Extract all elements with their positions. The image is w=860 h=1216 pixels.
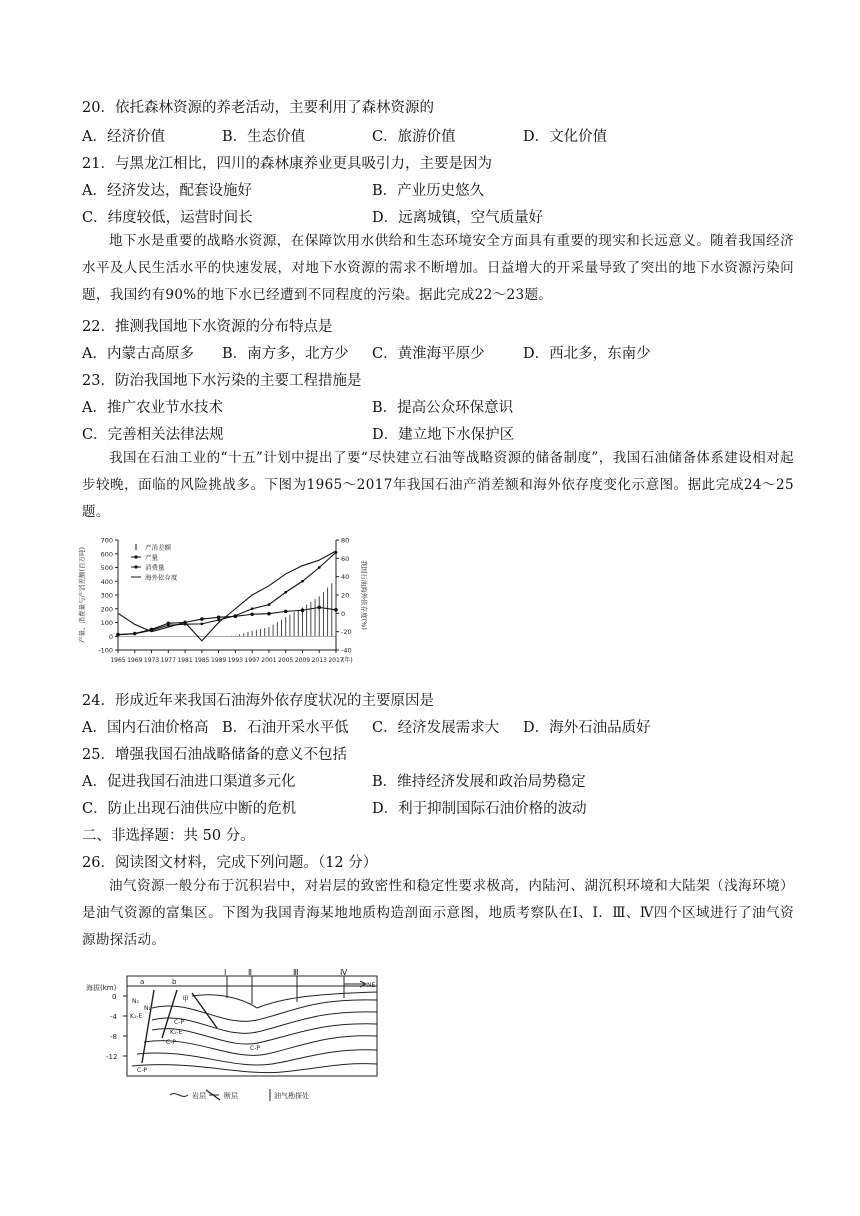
legend-fault: 断层 bbox=[224, 1092, 238, 1100]
y-axis-title-left: 产量、消费量与产消差额(百万吨) bbox=[78, 546, 86, 644]
y-tick-label-left: 200 bbox=[100, 605, 113, 614]
y-tick-label-right: 80 bbox=[341, 536, 350, 545]
x-tick-label: 1989 bbox=[210, 657, 227, 664]
x-tick-label: 2001 bbox=[261, 657, 277, 664]
q25-stem: 25．增强我国石油战略储备的意义不包括 bbox=[82, 747, 347, 763]
x-tick-label: 1981 bbox=[177, 657, 193, 664]
site-label: Ⅰ bbox=[224, 968, 227, 977]
geo-ytick: 0 bbox=[112, 993, 117, 1001]
stratum-label: C-P bbox=[174, 1019, 184, 1026]
direction-label: NE bbox=[367, 982, 376, 989]
series-point bbox=[284, 610, 288, 614]
x-tick-label: 1977 bbox=[160, 657, 176, 664]
legend-swatch-marker bbox=[134, 565, 137, 568]
q23-option-a[interactable]: A．推广农业节水技术 bbox=[82, 400, 223, 416]
series-point bbox=[250, 612, 254, 616]
stratum-label: C-P bbox=[250, 1045, 260, 1052]
y-tick-label-left: 0 bbox=[108, 632, 113, 641]
q26-stem: 26．阅读图文材料，完成下列问题。（12 分） bbox=[82, 855, 378, 871]
q20-option-b[interactable]: B．生态价值 bbox=[222, 129, 306, 145]
q23-stem: 23．防治我国地下水污染的主要工程措施是 bbox=[82, 373, 362, 389]
x-tick-label: 1997 bbox=[244, 657, 260, 664]
x-tick-label: 2009 bbox=[294, 657, 311, 664]
y-tick-label-right: 0 bbox=[341, 609, 346, 618]
stratum-label: K₁-E bbox=[170, 1029, 183, 1036]
geo-ylabel: 海拔(km) bbox=[86, 984, 117, 992]
series-point bbox=[217, 615, 221, 619]
series-point bbox=[268, 603, 271, 606]
q25-option-d[interactable]: D．利于抑制国际石油价格的波动 bbox=[372, 801, 587, 817]
q24-option-b[interactable]: B．石油开采水平低 bbox=[222, 720, 349, 736]
y-tick-label-right: 40 bbox=[341, 573, 350, 582]
q21-option-c[interactable]: C．纬度较低，运营时间长 bbox=[82, 210, 253, 226]
groundwater-passage: 地下水是重要的战略水资源，在保障饮用水供给和生态环境安全方面具有重要的现实和长远意义。随着我国经济水平及人民生活水平的快速发展，对地下水资源的需求不断增加。日益增大的开采量导致了突出的地下水资源污染问题，我国约有90%的地下水已经遭到不同程度的污染。据此完成22～23题。 bbox=[82, 233, 794, 303]
geology-passage: 油气资源一般分布于沉积岩中，对岩层的致密性和稳定性要求极高，内陆河、湖沉积环境和大陆架（浅海环境）是油气资源的富集区。下图为我国青海某地地质构造剖面示意图，地质考察队在Ⅰ、Ⅰ．Ⅲ、Ⅳ四个区域进行了油气资源勘探活动。 bbox=[82, 878, 794, 948]
q20-option-c[interactable]: C．旅游价值 bbox=[372, 129, 456, 145]
geo-ytick: -8 bbox=[110, 1033, 117, 1041]
series-point bbox=[267, 612, 271, 616]
x-tick-label: 1965 bbox=[110, 657, 126, 664]
series-point bbox=[301, 580, 304, 583]
series-point bbox=[284, 591, 287, 594]
y-tick-label-left: 700 bbox=[100, 536, 113, 545]
legend-survey-site: 油气勘探处 bbox=[274, 1092, 309, 1100]
stratum-label: N₂ bbox=[132, 998, 139, 1005]
series-point bbox=[301, 608, 305, 612]
y-tick-label-left: 500 bbox=[100, 564, 113, 572]
x-tick-label: 1985 bbox=[194, 657, 210, 664]
site-label: Ⅳ bbox=[340, 968, 348, 977]
x-tick-label: 1969 bbox=[127, 657, 143, 664]
legend-label: 海外依存度 bbox=[145, 573, 178, 582]
q24-stem: 24．形成近年来我国石油海外依存度状况的主要原因是 bbox=[82, 693, 434, 709]
series-point bbox=[133, 632, 136, 635]
legend-swatch-marker bbox=[134, 555, 137, 558]
legend-strata: 岩层 bbox=[192, 1092, 206, 1100]
legend-label: 产消差额 bbox=[145, 543, 171, 552]
x-tick-label: 1973 bbox=[143, 657, 160, 664]
series-point bbox=[200, 622, 203, 625]
q21-stem: 21．与黑龙江相比，四川的森林康养业更具吸引力，主要是因为 bbox=[82, 156, 492, 172]
q21-option-b[interactable]: B．产业历史悠久 bbox=[372, 183, 485, 199]
q22-option-b[interactable]: B．南方多，北方少 bbox=[222, 346, 349, 362]
series-point bbox=[234, 614, 237, 617]
q23-option-d[interactable]: D．建立地下水保护区 bbox=[372, 427, 515, 443]
x-tick-label: 1993 bbox=[227, 657, 244, 664]
stratum-label: N₁ bbox=[144, 1005, 151, 1012]
geo-top-label: b bbox=[172, 978, 177, 986]
oil-passage: 我国在石油工业的“十五”计划中提出了要“尽快建立石油等战略资源的储备制度”，我国石油储备体系建设相对起步较晚，面临的风险挑战多。下图为1965～2017年我国石油产消差额和海外依存度变化示意图。据此完成24～25题。 bbox=[82, 450, 794, 520]
q22-option-d[interactable]: D．西北多，东南少 bbox=[523, 346, 651, 362]
section-heading: 二、非选择题：共 50 分。 bbox=[82, 828, 255, 844]
stratum-label: K₁-E bbox=[130, 1013, 143, 1020]
q23-option-c[interactable]: C．完善相关法律法规 bbox=[82, 427, 224, 443]
y-tick-label-left: 400 bbox=[100, 577, 113, 586]
geologic-section-figure bbox=[82, 968, 382, 1108]
q24-option-d[interactable]: D．海外石油品质好 bbox=[523, 720, 651, 736]
stratum-label: C-P bbox=[137, 1067, 147, 1074]
x-tick-label: 2005 bbox=[278, 657, 294, 664]
y-tick-label-right: 60 bbox=[341, 554, 350, 563]
x-unit-label: (年) bbox=[342, 657, 353, 664]
geo-ytick: -4 bbox=[110, 1013, 117, 1021]
y-tick-label-left: -100 bbox=[98, 646, 113, 655]
series-point bbox=[251, 607, 254, 610]
y-tick-label-left: 100 bbox=[100, 619, 113, 627]
y-tick-label-left: 600 bbox=[100, 550, 113, 559]
y-tick-label-right: 20 bbox=[341, 591, 350, 600]
y-tick-label-right: -20 bbox=[341, 628, 352, 637]
q25-option-c[interactable]: C．防止出现石油供应中断的危机 bbox=[82, 801, 297, 817]
q20-stem: 20．依托森林资源的养老活动，主要利用了森林资源的 bbox=[82, 100, 434, 116]
series-point bbox=[117, 633, 120, 636]
stratum-label: C-P bbox=[166, 1039, 176, 1046]
q22-option-c[interactable]: C．黄淮海平原少 bbox=[372, 346, 485, 362]
series-point bbox=[334, 608, 338, 612]
q23-option-b[interactable]: B．提高公众环保意识 bbox=[372, 400, 514, 416]
q22-option-a[interactable]: A．内蒙古高原多 bbox=[82, 346, 194, 362]
q20-option-a[interactable]: A．经济价值 bbox=[82, 129, 165, 145]
x-tick-label: 2013 bbox=[311, 657, 327, 664]
site-label: Ⅱ bbox=[248, 968, 252, 977]
q25-option-b[interactable]: B．维持经济发展和政治局势稳定 bbox=[372, 774, 586, 790]
q20-option-d[interactable]: D．文化价值 bbox=[523, 129, 608, 145]
q21-option-a[interactable]: A．经济发达，配套设施好 bbox=[82, 183, 252, 199]
stratum-label: 甲 bbox=[182, 995, 189, 1003]
site-label: Ⅲ bbox=[293, 968, 299, 977]
y-tick-label-right: -40 bbox=[341, 646, 352, 655]
q24-option-a[interactable]: A．国内石油价格高 bbox=[82, 720, 209, 736]
legend-label: 产量 bbox=[145, 553, 158, 562]
q24-option-c[interactable]: C．经济发展需求大 bbox=[372, 720, 500, 736]
legend-label: 消费量 bbox=[145, 563, 165, 572]
y-axis-title-right: 我国石油海外依存度(%) bbox=[360, 560, 368, 630]
series-point bbox=[200, 617, 204, 621]
series-point bbox=[317, 606, 321, 610]
y-tick-label-left: 300 bbox=[100, 591, 113, 600]
oil-chart bbox=[74, 532, 374, 680]
q25-option-a[interactable]: A．促进我国石油进口渠道多元化 bbox=[82, 774, 296, 790]
series-point bbox=[318, 566, 321, 569]
q21-option-d[interactable]: D．远离城镇，空气质量好 bbox=[372, 210, 544, 226]
geo-top-label: a bbox=[140, 978, 145, 986]
series-point bbox=[167, 624, 170, 627]
q22-stem: 22．推测我国地下水资源的分布特点是 bbox=[82, 319, 333, 335]
geo-ytick: -12 bbox=[106, 1053, 118, 1061]
x-tick-label: 2017 bbox=[328, 657, 344, 664]
